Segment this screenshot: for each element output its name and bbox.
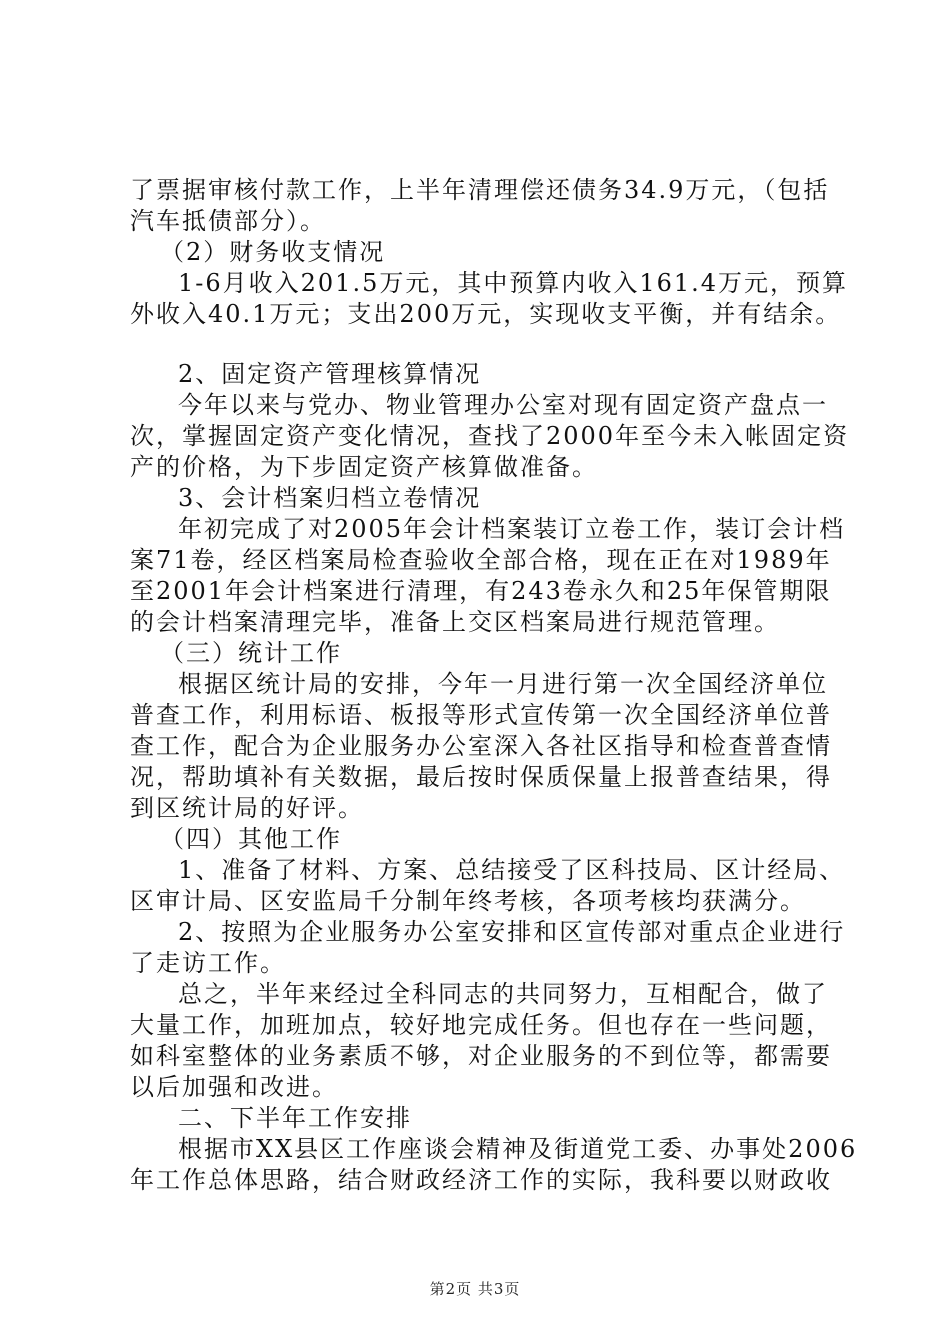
body-text-line: 至2001年会计档案进行清理，有243卷永久和25年保管期限 — [130, 577, 832, 605]
body-text-line: 汽车抵债部分）。 — [130, 207, 326, 235]
page-number-footer: 第2页 共3页 — [429, 1280, 521, 1298]
body-text-line: 普查工作，利用标语、板报等形式宣传第一次全国经济单位普 — [130, 701, 832, 729]
body-text-line: 况，帮助填补有关数据，最后按时保质保量上报普查结果，得 — [130, 763, 832, 791]
body-text-line: 1、准备了材料、方案、总结接受了区科技局、区计经局、 — [178, 856, 846, 884]
body-text-line: 2、按照为企业服务办公室安排和区宣传部对重点企业进行 — [178, 918, 846, 946]
body-text-line: 如科室整体的业务素质不够，对企业服务的不到位等，都需要 — [130, 1042, 832, 1070]
body-text-line: 1-6月收入201.5万元，其中预算内收入161.4万元，预算 — [178, 269, 849, 297]
body-text-line: 的会计档案清理完毕，准备上交区档案局进行规范管理。 — [130, 608, 780, 636]
body-text-line: 了票据审核付款工作，上半年清理偿还债务34.9万元，（包括 — [130, 176, 830, 204]
section-heading: （四）其他工作 — [160, 825, 342, 853]
body-text-line: 查工作，配合为企业服务办公室深入各社区指导和检查普查情 — [130, 732, 832, 760]
body-text-line: 总之，半年来经过全科同志的共同努力，互相配合，做了 — [178, 980, 828, 1008]
body-text-line: 产的价格，为下步固定资产核算做准备。 — [130, 453, 598, 481]
body-text-line: 根据区统计局的安排，今年一月进行第一次全国经济单位 — [178, 670, 828, 698]
body-text-line: 案71卷，经区档案局检查验收全部合格，现在正在对1989年 — [130, 546, 832, 574]
body-text-line: 区审计局、区安监局千分制年终考核，各项考核均获满分。 — [130, 887, 806, 915]
body-text-line: 年初完成了对2005年会计档案装订立卷工作，装订会计档 — [178, 515, 846, 543]
body-text-line: 大量工作，加班加点，较好地完成任务。但也存在一些问题， — [130, 1011, 832, 1039]
subsection-heading: （2）财务收支情况 — [160, 238, 386, 266]
body-text-line: 根据市XX县区工作座谈会精神及街道党工委、办事处2006 — [178, 1135, 858, 1163]
body-text-line: 了走访工作。 — [130, 949, 286, 977]
body-text-line: 今年以来与党办、物业管理办公室对现有固定资产盘点一 — [178, 391, 828, 419]
body-text-line: 以后加强和改进。 — [130, 1073, 338, 1101]
body-text-line: 次，掌握固定资产变化情况，查找了2000年至今未入帐固定资 — [130, 422, 850, 450]
body-text-line: 年工作总体思路，结合财政经济工作的实际，我科要以财政收 — [130, 1166, 832, 1194]
body-text-line: 外收入40.1万元；支出200万元，实现收支平衡，并有结余。 — [130, 300, 842, 328]
section-heading: 2、固定资产管理核算情况 — [178, 360, 482, 388]
section-heading: 二、下半年工作安排 — [178, 1104, 412, 1132]
body-text-line: 到区统计局的好评。 — [130, 794, 364, 822]
section-heading: （三）统计工作 — [160, 639, 342, 667]
section-heading: 3、会计档案归档立卷情况 — [178, 484, 482, 512]
